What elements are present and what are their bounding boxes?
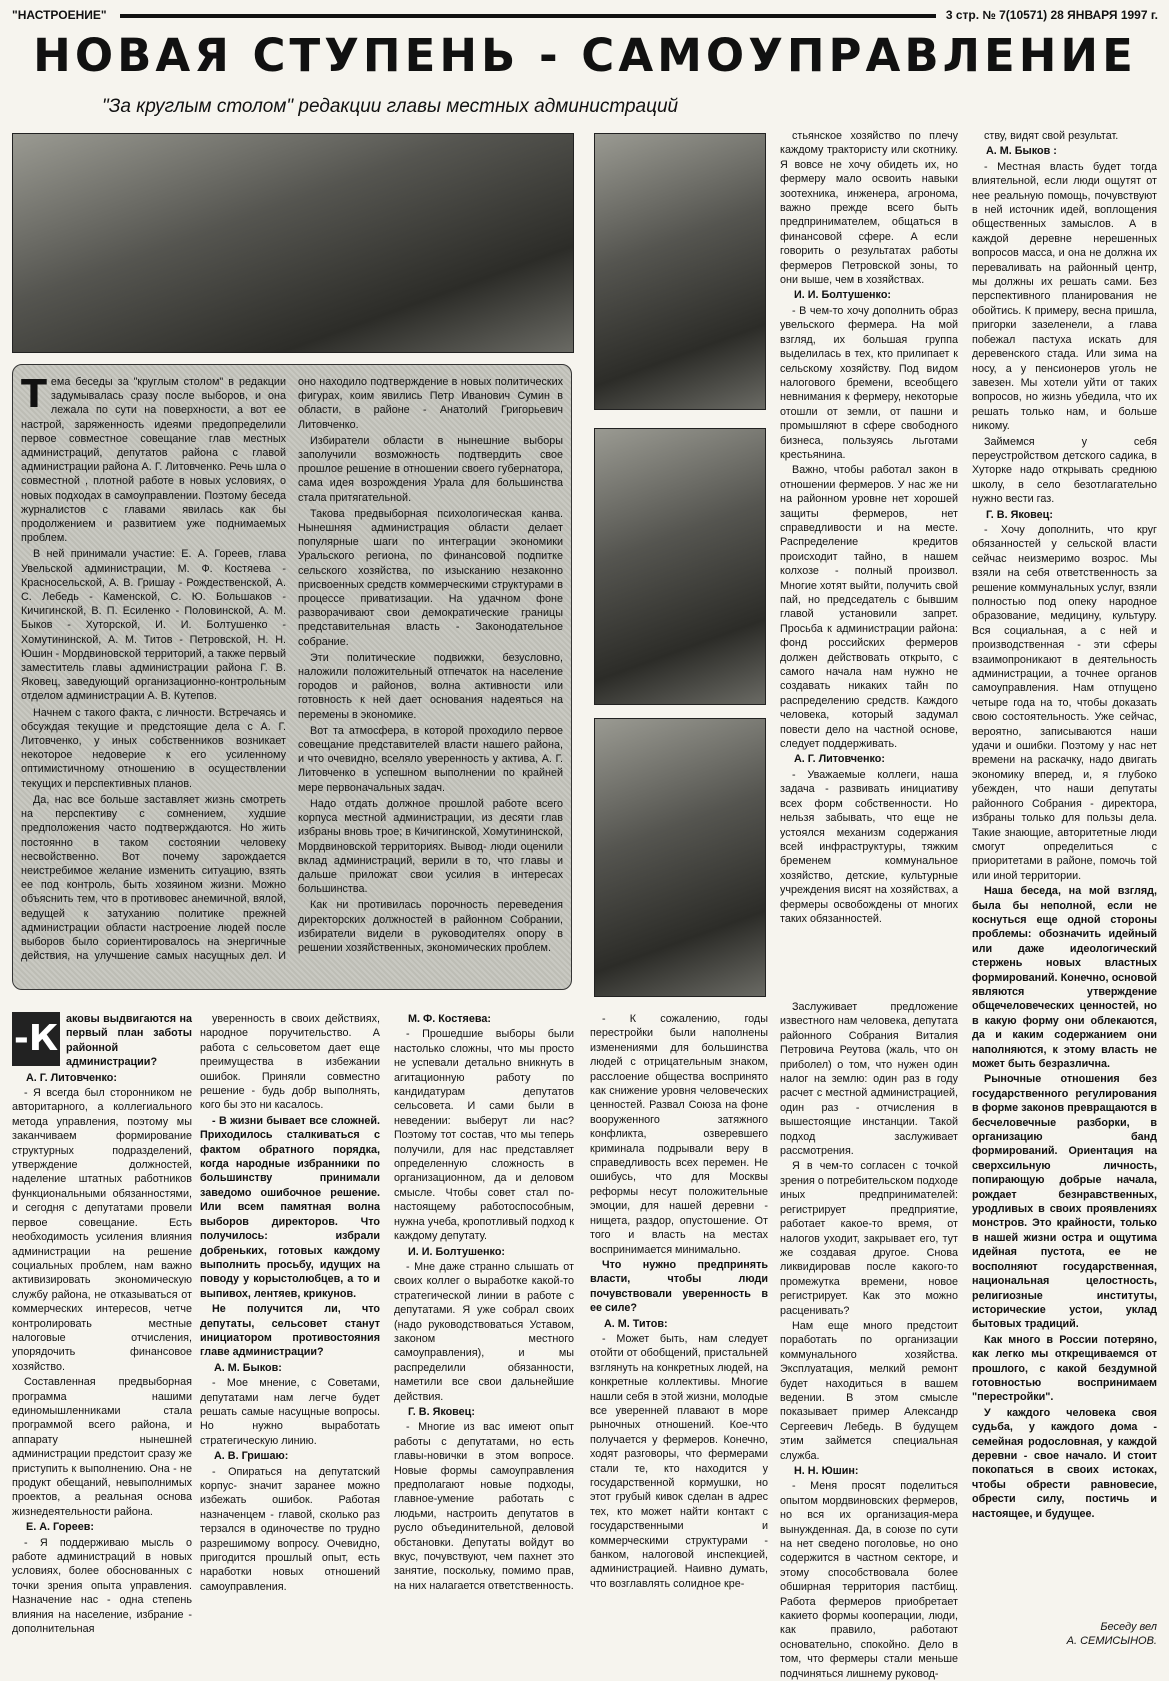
intro-paragraph-text: Такова предвыборная психологическая канва. Нынешняя администрация области делает популярные шаги по интеграции экономики Уральского региона, по финансовой подпитке сельского хозяйства, по изысканию незаконно присвоенных средств коммерческими структурами в процессе приватизации. На удачном фоне разворачивают свои демократические границы представительная власть - Законодательное собрание. — [298, 507, 563, 648]
byline-label: Беседу вел — [1100, 1621, 1157, 1633]
speaker-name — [780, 752, 958, 766]
intro-paragraph — [298, 797, 563, 896]
paragraph-text: И. И. Болтушенко: — [794, 289, 892, 302]
drop-cap: Т — [21, 372, 47, 416]
intro-paragraph-text: Да, нас все больше заставляет жизнь смотреть на перспективу с сомнением, худшие предположения часто подтверждаются. Но жить постоянно в таком состоянии человеку несвойственно. Вот почему зарождается неистребимое желание изменить ситуацию, взять ее под контроль, быть хозяином жизни. Можно объяснить тем, что в противовес анемичной, вялой, ведущей к затуханию политике прежней администрации области настроение людей после выборов было сориентировалось на энергичные действия, на улучшение самых насущных дел. И оно находило подтверждение в новых политических фигурах, коим явились Петр Иванович Сумин в области, в районе - Анатолий Григорьевич Литовченко. — [21, 376, 563, 963]
paragraph-text: Нам еще много предстоит поработать по организации коммунального хозяйства. Эксплуатация, мелкий ремонт будет находиться в вашем ведении. В этом смысле показывает пример Александр Сергеевич Лебедь. В будущем этим займется специальная служба. — [780, 1319, 958, 1462]
paragraph-text: Важно, чтобы работал закон в отношении фермеров. У нас же ни на районном уровне нет хорошей защиты фермеров, нет справедливости и на месте. Распределение кредитов происходит тайно, в нашем колхозе - полный произвол. Многие хотят выйти, получить свой пай, но председатель с бывшим главой установили запрет. Просьба к администрации района: фонд российских фермеров должен действовать открыто, с самого начала нам нужно не создавать никаких тайн по распределению средств. Каждого человека, который задумал повести дело на частной основе, следует поддерживать. — [780, 464, 958, 751]
editorial-question — [12, 1012, 192, 1070]
photo-participant-1 — [594, 133, 766, 410]
intro-box — [12, 364, 572, 990]
speaker-name — [394, 1405, 574, 1419]
article-paragraph — [590, 1332, 768, 1591]
paragraph-text: - Я поддерживаю мысль о работе администраций в новых условиях, более обоснованных с точки зрения опыта управления. Назначение нас - одна степень влияния на население, избрание - дополнительная — [12, 1536, 192, 1636]
photo-round-table-meeting — [12, 133, 574, 353]
editorial-question — [972, 1072, 1157, 1331]
paragraph-text: - В жизни бывает все сложней. Приходилось сталкиваться с фактом обратного порядка, когда народные избранники по большинству принимали заведомо ошибочное решение. Или всем памятная волна выборов директоров. Что получилось: избрали добреньких, готовых каждому выполнить просьбу, идущих на поводу у корыстолюбцев, а то и выпивох, лентяев, крикунов. — [200, 1114, 380, 1300]
paragraph-text: А. В. Гришаю: — [214, 1450, 289, 1463]
article-paragraph — [590, 1012, 768, 1257]
article-paragraph — [780, 1319, 958, 1463]
editorial-question — [200, 1302, 380, 1360]
paragraph-text: Составленная предвыборная программа нашими единомышленниками стала программой всего района, и аппарату нынешней администрации предстоит сразу же приступить к выполнению. Она - не продукт обещаний, невыполнимых проектов, а реальная основа жизнедеятельности района. — [12, 1376, 192, 1518]
intro-paragraph-text: Начнем с такого факта, с личности. Встречаясь и обсуждая текущие и предстоящие дела с А. Г. Литовченко, у иных собственников возникает некоторое недоверие к его усиленному оптимистичному отношению в осуществлении текущих и перспективных планов. — [21, 706, 286, 790]
intro-paragraph — [298, 507, 563, 649]
editorial-question — [200, 1114, 380, 1301]
drop-cap: -К — [12, 1012, 60, 1066]
paragraph-text: - Многие из вас имеют опыт работы с депутатами, но есть главы-новички в этом вопросе. Новые формы самоуправления предполагают новые подходы, главное-умение работать с людьми, настроить депутатов в русло объединительной, деловой обстановки. Депутаты войдут во вкус, почувствуют, чем пахнет это занятие, поскольку, помимо прав, на них налагается ответственность. — [394, 1421, 574, 1592]
article-paragraph — [780, 1159, 958, 1317]
speaker-name — [12, 1071, 192, 1085]
article-paragraph — [780, 768, 958, 926]
editorial-question — [972, 1406, 1157, 1521]
paragraph-text: - Прошедшие выборы были настолько сложны, что мы просто не успевали детально вникнуть в агитационную работу по кандидатурам депутатов сельсовета. И сами были в неведении: выберут ли нас? Поэтому тот состав, что мы теперь получили, для нас представляет определенную сложность в организационном, да и деловом смысле. Чтобы совет стал по-настоящему работоспособным, нужна учеба, кропотливый подход к каждому депутату. — [394, 1028, 574, 1243]
article-paragraph — [972, 435, 1157, 507]
article-column-bottom-5 — [780, 1000, 958, 1680]
masthead-rule — [120, 14, 936, 18]
paragraph-text: Рыночные отношения без государственного регулирования в форме законов превращаются в бесчеловечные разборки, в организацию банд формирований. Ориентация на сверхсильную личность, попирающую добрые начала, рождает безнравственных, уродливых в своих проявлениях монстров. Это крайности, только в нашей жизни остра и ощутима идейная пустота, ее не восполняют государственная, национальная целостность, религиозные институты, исторические устои, уклад бытовых традиций. — [972, 1073, 1157, 1331]
article-column-bottom-1 — [12, 1012, 192, 1652]
paragraph-text: - К сожалению, годы перестройки были наполнены изменениями для большинства людей с отрицательным знаком, расслоение общества воспринято как снижение уровня человеческих ценностей. Развал Союза на фоне вооруженного затяжного конфликта, озверевшего криминала подрывали веру в справедливость всех перемен. Не ошибусь, что для Москвы реформы несут положительные эмоции, для нашей деревни - нищета, раздор, опустошение. От того и власть на местах воспринимается минимально. — [590, 1013, 768, 1256]
intro-paragraph — [21, 706, 286, 791]
article-paragraph — [780, 129, 958, 287]
paragraph-text: Наша беседа, на мой взгляд, была бы неполной, если не коснуться еще одной стороны проблемы: обозначить идейный или даже идеологический стержень новых властных формирований. Конечно, основой являются утверждение общечеловеческих ценностей, но в какую форму они облекаются, да и каким содержанием они наполняются, к этому власть не может быть безразлична. — [972, 885, 1157, 1070]
article-paragraph — [12, 1536, 192, 1637]
article-paragraph — [200, 1376, 380, 1448]
intro-paragraph-text: Надо отдать должное прошлой работе всего корпуса местной администрации, из десяти глав избраны вновь трое; в Кичигинской, Хомутининской, Мордвиновской территориях. Вывод- люди оценили вклад администраций, верили в то, что главы и дальше приложат свои усилия в интересах большинства. — [298, 797, 563, 896]
byline-author: А. СЕМИСЫНОВ. — [1066, 1635, 1157, 1647]
subheadline: "За круглым столом" редакции главы местных администраций — [102, 96, 679, 117]
photo-participants-3 — [594, 718, 766, 997]
masthead — [12, 8, 1158, 24]
byline — [977, 1620, 1157, 1648]
paragraph-text: А. Г. Литовченко: — [794, 753, 885, 766]
speaker-name — [972, 508, 1157, 522]
paragraph-text: М. Ф. Костяева: — [408, 1013, 491, 1025]
article-column-right-1 — [780, 129, 958, 995]
paragraph-text: - Мне даже странно слышать от своих коллег о выработке какой-то стратегической линии в работе с депутатами. Я уже собрал своих (надо руководствоваться Уставом, законом местного самоуправления), и мы распределили обязанности, наметили все свои дальнейшие действия. — [394, 1260, 574, 1403]
photo-participants-2 — [594, 428, 766, 705]
paragraph-text: Н. Н. Юшин: — [794, 1465, 859, 1477]
intro-text — [21, 372, 563, 979]
editorial-question — [972, 1333, 1157, 1405]
paragraph-text: - Я всегда был сторонником не авторитарного, а коллегиального метода управления, поэтому мы заканчиваем формирование структурных подразделений, утверждение должностей, наделение штатных работников функциональными обязанностями, и сегодня с депутатами провели первое совещание. Есть необходимость усиления влияния администрации на решение социальных проблем, нам важно активизировать экономическую службу района, не отказываться от коммерческих интересов, четче контролировать местные налоговые отчисления, упорядочить финансовое хозяйство. — [12, 1087, 192, 1373]
paragraph-text: стьянское хозяйство по плечу каждому трактористу или скотнику. Я вовсе не хочу обидеть их, но фермеру мало освоить навыки зоотехника, инженера, агронома, важно прежде всего быть предпринимателем, общаться в финансовой сфере. А если говорить о результатах работы фермеров Петровской зоны, то они выше, чем в хозяйствах. — [780, 130, 958, 287]
paragraph-text: - Может быть, нам следует отойти от обобщений, пристальней взглянуть на конкретных людей, на конкретные коллективы. Многие нашли себя в этой жизни, молодые все уверенней плавают в море рыночных отношений. Кое-что получается у фермеров. Конечно, ходят разговоры, что фермерами стали те, кто находится у государственной кормушки, но этот грубый кивок сделан в адрес тех, кто может найти контакт с государственными и коммерческими структурами - банком, налоговой инспекцией, администрацией. Наивно думать, что возглавлять солидное кре- — [590, 1332, 768, 1590]
intro-paragraph — [21, 372, 286, 545]
paragraph-text: И. И. Болтушенко: — [408, 1245, 506, 1258]
paragraph-text: - Опираться на депутатский корпус- значит заранее можно избежать ошибок. Работая назначенцем - главой, сколько раз терзался в одиночестве по трудно разрешимому вопросу. Очевидно, пригодится прошлый опыт, есть наработки новых отношений самоуправления. — [200, 1465, 380, 1593]
speaker-name — [780, 1464, 958, 1478]
paragraph-text: У каждого человека своя судьба, у каждого дома - семейная родословная, у каждой деревни - свое начало. И стоит покопаться в своих истоках, чтобы обрести равновесие, обрести силу, постичь и настоящее, и будущее. — [972, 1406, 1157, 1520]
paragraph-text: А. М. Быков : — [986, 145, 1057, 158]
article-column-bottom-4 — [590, 1012, 768, 1652]
intro-paragraph-text: Избиратели области в нынешние выборы заполучили возможность подтвердить свое прошлое решение в отношении своего губернатора, сама идея возрождения Урала для большинства стала притягательной. — [298, 434, 563, 504]
issue-info: 3 стр. № 7(10571) 28 ЯНВАРЯ 1997 г. — [945, 8, 1158, 22]
newspaper-name: "НАСТРОЕНИЕ" — [12, 8, 107, 22]
paragraph-text: Не получится ли, что депутаты, сельсовет станут инициатором противостояния главе администрации? — [200, 1303, 380, 1359]
intro-paragraph — [298, 651, 563, 722]
article-paragraph — [972, 160, 1157, 434]
editorial-question — [590, 1258, 768, 1316]
article-paragraph — [394, 1027, 574, 1243]
paragraph-text: А. Г. Литовченко: — [26, 1071, 117, 1084]
article-paragraph — [780, 304, 958, 462]
paragraph-text: аковы выдвигаются на первый план заботы районной администрации? — [66, 1013, 192, 1069]
intro-paragraph-text: В ней принимали участие: Е. А. Гореев, глава Увельской администрации, М. Ф. Костяева - Красносельской, А. В. Гришау - Рождественской, А. С. Лебедь - Каменской, С. Ю. Большаков - Кичигинской, В. П. Есиленко - Половинской, А. М. Быков - Хуторской, И. И. Болтушенко - Хомутининской, А. М. Титов - Петровской, Н. Н. Юшин - Мордвиновской территорий, а также первый заместитель главы администрации района Г. В. Яковец, заведующий организационно-контрольным отделом администрации А. В. Кутепов. — [21, 548, 286, 703]
paragraph-text: Заслуживает предложение известного нам человека, депутата районного Собрания Виталия Петровича Реутова (жаль, что он приболел) о том, что нужен один налог на землю: один раз в году расчет с местной администрацией, один раз - отчисления в вышестоящие инстанции. Такой подход заслуживает рассмотрения. — [780, 1001, 958, 1158]
paragraph-text: А. М. Быков: — [214, 1361, 282, 1374]
article-column-bottom-3 — [394, 1012, 574, 1652]
intro-paragraph-text: ема беседы за "круглым столом" в редакции задумывалась сразу после выборов, и она лежала по сути на поверхности, а вот ее настрой, заряженность идеями предопределили первое совместное совещание глав местных администраций, депутатов района с главой администрации района А. Г. Литовченко. Речь шла о совместной , плотной работе в новых условиях, о новых подходах в самоуправлении. Поэтому беседа журналистов с главами явилась как бы продолжением и развитием уже поднимаемых проблем. — [21, 376, 286, 545]
paragraph-text: - Уважаемые коллеги, наша задача - развивать инициативу всех форм собственности. Но нельзя забывать, что еще не устоялся механизм содержания всей инфраструктуры, тяжким бременем коммунальное хозяйство, детские, культурные учреждения висят на хозяйствах, а фермеры освобождены от многих таких обязанностей. — [780, 768, 958, 925]
article-paragraph — [394, 1260, 574, 1404]
paragraph-text: Е. А. Гореев: — [26, 1521, 95, 1534]
paragraph-text: Как много в России потеряно, как легко мы открещиваемся от прошлого, с какой бездумной готовностью воспринимаем "перестройки". — [972, 1333, 1157, 1404]
paragraph-text: Г. В. Яковец: — [986, 508, 1053, 521]
headline: НОВАЯ СТУПЕНЬ - САМОУПРАВЛЕНИЕ — [33, 29, 1137, 82]
paragraph-text: ству, видят свой результат. — [984, 130, 1119, 142]
article-paragraph — [200, 1012, 380, 1113]
paragraph-text: Я в чем-то согласен с точкой зрения о потребительском подходе иных предпринимателей: регистрирует предприятие, работает какое-то время, от налогов уходит, закрывает его, тут же создавая другое. Снова ликвидировав после какого-то промежутка времени, новое регистрирует. Как это можно расценивать? — [780, 1160, 958, 1317]
paragraph-text: Что нужно предпринять власти, чтобы люди почувствовали уверенность в ее силе? — [590, 1258, 768, 1315]
article-paragraph — [780, 1479, 958, 1681]
speaker-name — [780, 288, 958, 302]
article-paragraph — [12, 1375, 192, 1519]
intro-paragraph-text: Эти политические подвижки, безусловно, наложили положительный отпечаток на население городов и районов, волна активности или готовность к ней дает основания надеяться на перемены в экономике. — [298, 651, 563, 721]
article-paragraph — [394, 1420, 574, 1593]
intro-paragraph-text: Вот та атмосфера, в которой проходило первое совещание представителей власти нашего района, и что очевидно, вселяло уверенность у актива, А. Г. Литовченко в успешном выполнении по крайней мере первоначальных задач. — [298, 724, 563, 794]
speaker-name — [12, 1520, 192, 1534]
article-paragraph — [780, 463, 958, 751]
article-paragraph — [972, 129, 1157, 143]
paragraph-text: Займемся у себя переустройством детского садика, в Хуторке надо открывать среднюю школу, в село безотлагательно нужно вести газ. — [972, 435, 1157, 506]
intro-paragraph — [298, 898, 563, 955]
article-column-right-2 — [972, 129, 1157, 1649]
speaker-name — [394, 1012, 574, 1026]
intro-paragraph — [298, 724, 563, 795]
article-column-bottom-2 — [200, 1012, 380, 1652]
intro-paragraph-text: Как ни противилась порочность переведения директорских должностей в районном Собрании, избиратели видели в руководителях опору в решении хозяйственных, экономических проблем. — [298, 899, 563, 954]
speaker-name — [590, 1317, 768, 1331]
intro-paragraph — [21, 547, 286, 703]
speaker-name — [200, 1449, 380, 1463]
intro-paragraph — [298, 434, 563, 505]
article-paragraph — [972, 523, 1157, 883]
paragraph-text: - В чем-то хочу дополнить образ увельского фермера. На мой взгляд, их большая группа выделилась в тех, кто прилипает к сельскому хозяйству. Под видом налогового бремени, всеобщего невнимания к фермеру, некоторые отошли от земли, от пашни и промышляют в сфере свободного бизнеса, пользуясь льготами крестьянина. — [780, 304, 958, 461]
paragraph-text: А. М. Титов: — [604, 1317, 668, 1330]
speaker-name — [972, 144, 1157, 158]
editorial-question — [972, 884, 1157, 1071]
paragraph-text: - Меня просят поделиться опытом мордвиновских фермеров, но вся их организация-мера вынужденная. Да, в союзе по сути на нет сведено поголовье, но оно содержится в частном секторе, и этому способствовала более обширная территория пастбищ. Работа фермеров приобретает какието формы кооперации, люди, как правило, работают основательно, спокойно. Дело в том, что фермеры стали меньше подчиняться лишнему руковод- — [780, 1480, 958, 1680]
article-paragraph — [200, 1465, 380, 1595]
paragraph-text: - Местная власть будет тогда влиятельной, если люди ощутят от нее реальную помощь, почувствуют в ней источник идей, воплощения общественных замыслов. А в каждой деревне нерешенных вопросов масса, и она не должна их переваливать на районный центр, мы должны их решать сами. Без перспективного планирования не обойтись. К примеру, весна пришла, пригорки зазеленели, а глава побежал пастуха искать для деревенского стада. Или зима на носу, а у пенсионеров уголь не завезен. Мы хотели уйти от таких вопросов, но жизнь убедила, что их решать только нам, и больше никому. — [972, 160, 1157, 433]
paragraph-text: - Хочу дополнить, что круг обязанностей у сельской власти сейчас неизмеримо возрос. Мы взяли на себя ответственность за решение коммунальных услуг, взяли полностью под опеку народное образование, медицину, культуру. Вся социальная, а с ней и производственная - эти сферы взаимопроникают в деятельность администрации, а точнее органов самоуправления. Нам отпущено четыре года на то, чтобы доказать свою состоятельность. Уже сейчас, вероятно, записываются наши удачи и ошибки. Поэтому у нас нет времени на раскачку, надо двигать экономику вперед, и, я глубоко убежден, что наши депутаты районного Собрания - директора, избраны только для пользы дела. Такие знающие, авторитетные люди смогут определиться с приоритетами в районе, помочь той или иной территории. — [972, 523, 1157, 882]
article-paragraph — [12, 1086, 192, 1374]
paragraph-text: уверенность в своих действиях, народное поручительство. А работа с сельсоветом дает еще преимущества в избежании ошибок. Приняли совместно решение - будь добр выполнять, кого бы это ни касалось. — [200, 1013, 380, 1112]
speaker-name — [200, 1361, 380, 1375]
paragraph-text: - Мое мнение, с Советами, депутатами нам легче будет решать самые насущные вопросы. Но нужно выработать стратегическую линию. — [200, 1377, 380, 1447]
paragraph-text: Г. В. Яковец: — [408, 1405, 475, 1418]
article-paragraph — [780, 1000, 958, 1158]
speaker-name — [394, 1245, 574, 1259]
